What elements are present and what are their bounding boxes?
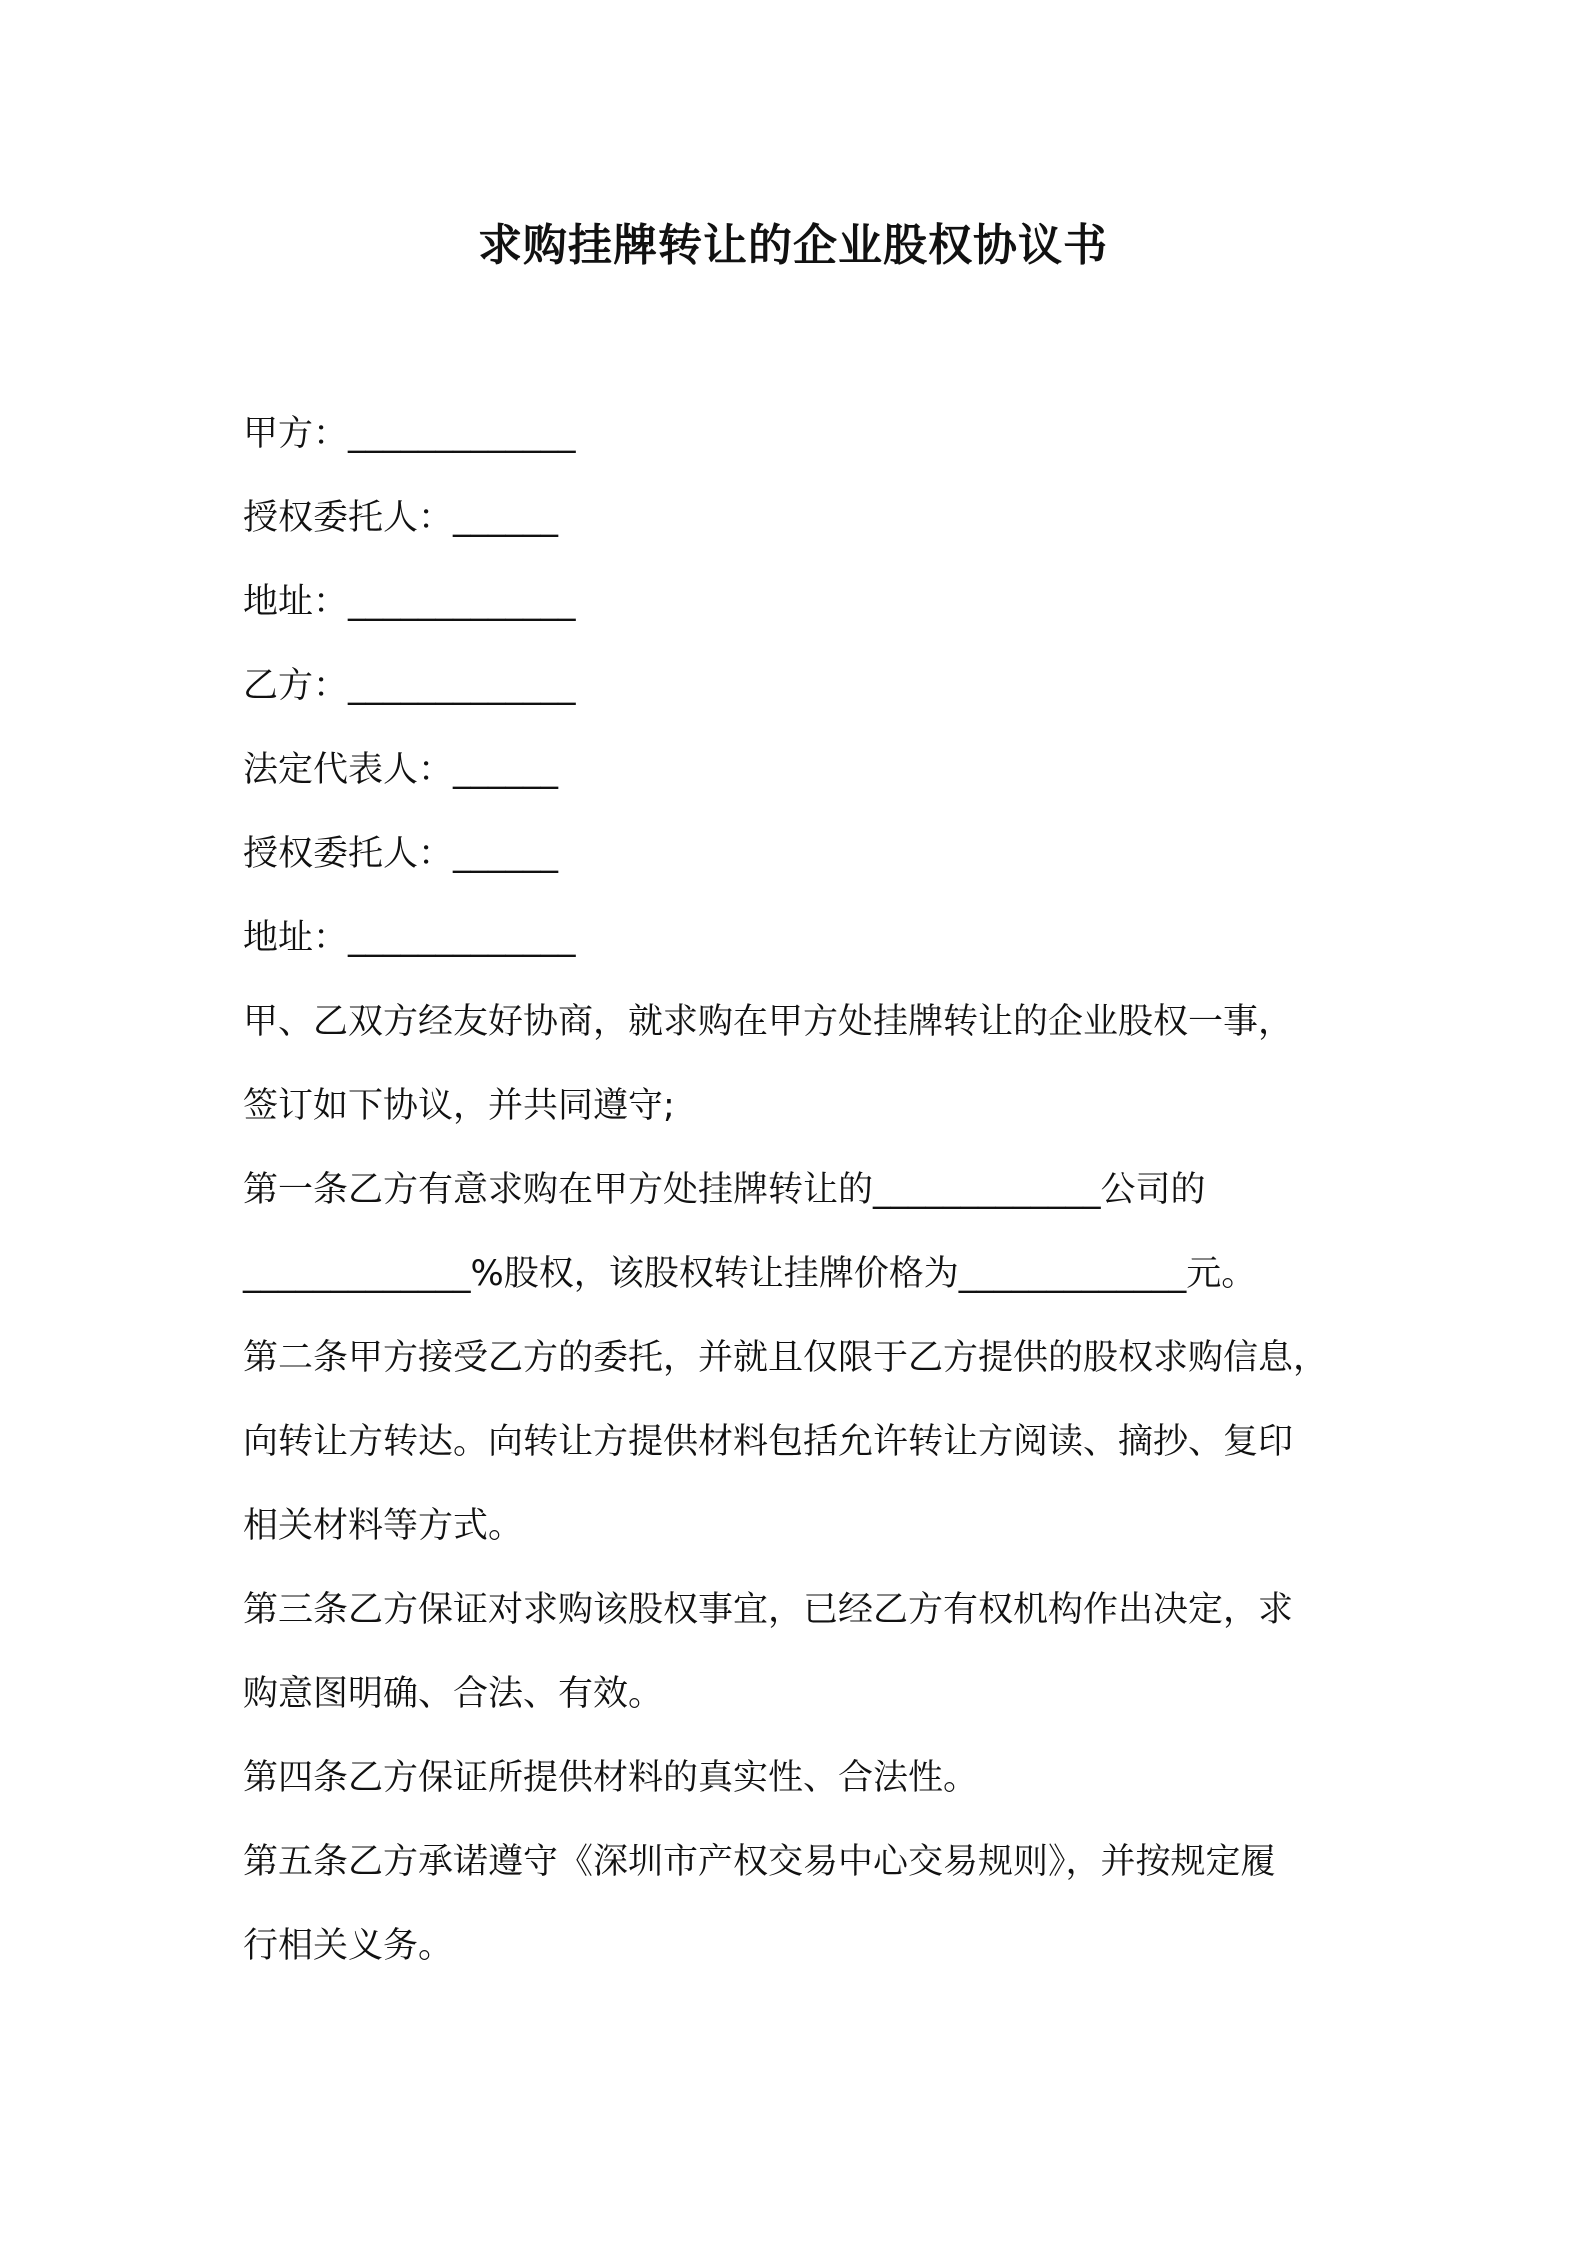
body-line: 甲、乙双方经友好协商，就求购在甲方处挂牌转让的企业股权一事，	[243, 1002, 1294, 1042]
body-line: 购意图明确、合法、有效。	[243, 1674, 664, 1714]
document-title: 求购挂牌转让的企业股权协议书	[478, 220, 1108, 271]
body-line: 行相关义务。	[243, 1926, 454, 1966]
body-line: 第一条乙方有意求购在甲方处挂牌转让的_____________公司的	[243, 1170, 1206, 1210]
party-b-authorized-agent-line: 授权委托人：______	[243, 834, 559, 874]
body-line: 第三条乙方保证对求购该股权事宜，已经乙方有权机构作出决定，求	[243, 1590, 1294, 1630]
party-a-authorized-agent-line: 授权委托人：______	[243, 498, 559, 538]
party-b-line: 乙方：_____________	[243, 666, 576, 706]
body-line: 第四条乙方保证所提供材料的真实性、合法性。	[243, 1758, 979, 1798]
body-line: 相关材料等方式。	[243, 1506, 524, 1546]
body-line: 第二条甲方接受乙方的委托，并就且仅限于乙方提供的股权求购信息，	[243, 1338, 1329, 1378]
body-line: 签订如下协议，并共同遵守;	[243, 1086, 675, 1126]
body-line: 第五条乙方承诺遵守《深圳市产权交易中心交易规则》，并按规定履	[243, 1842, 1276, 1882]
body-line: _____________%股权，该股权转让挂牌价格为_____________元。	[243, 1254, 1257, 1294]
party-a-line: 甲方：_____________	[243, 414, 576, 454]
party-b-legal-representative-line: 法定代表人：______	[243, 750, 559, 790]
party-a-address-line: 地址：_____________	[243, 582, 576, 622]
body-line: 向转让方转达。向转让方提供材料包括允许转让方阅读、摘抄、复印	[243, 1422, 1294, 1462]
party-b-address-line: 地址：_____________	[243, 918, 576, 958]
